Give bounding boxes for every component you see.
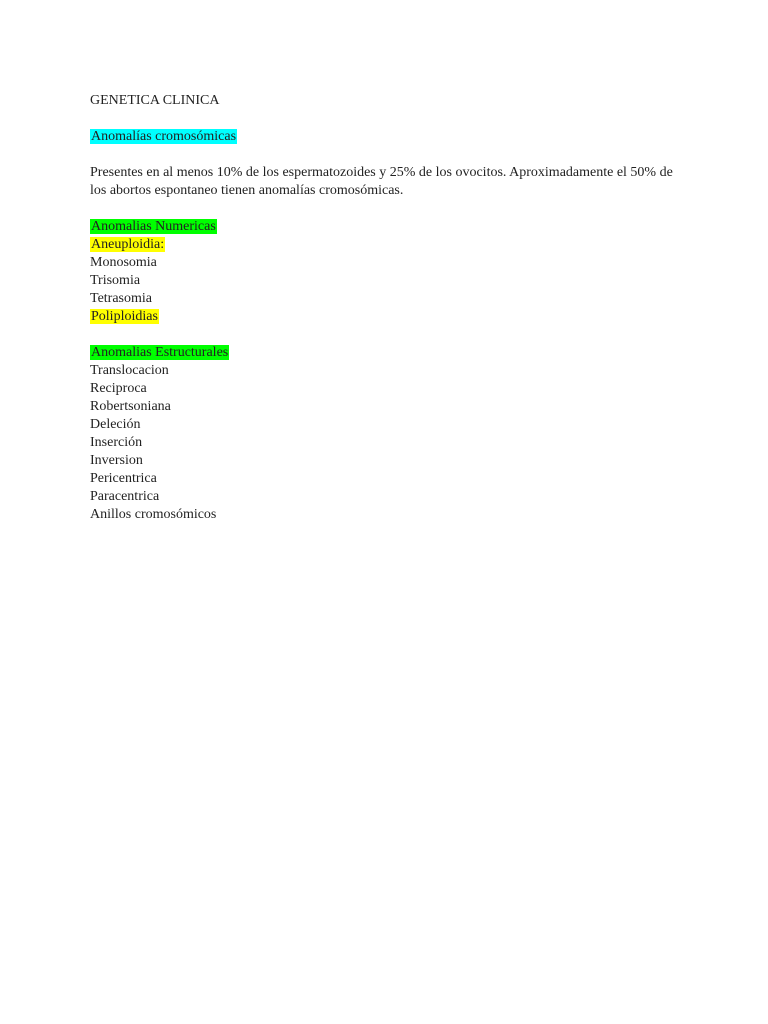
list-item: Pericentrica (90, 471, 157, 486)
aneuploidy-line (90, 236, 690, 254)
structural-anomalies-heading: Anomalias Estructurales (91, 345, 229, 360)
list-item: Trisomia (90, 273, 141, 288)
spacer (90, 110, 690, 128)
document-body (90, 92, 690, 524)
intro-paragraph: Presentes en al menos 10% de los espermatozoides y 25% de los ovocitos. Aproximadamente el 50% de los abortos espontaneo tienen anomalías cromosómicas. (90, 165, 673, 198)
numeric-anomalies-heading: Anomalias Numericas (91, 219, 216, 234)
polyploidy-label: Poliploidias (91, 309, 158, 324)
section-heading-line (90, 128, 690, 146)
list-item: Anillos cromosómicos (90, 507, 217, 522)
numeric-heading-line (90, 218, 690, 236)
structural-heading-line (90, 344, 690, 362)
section-heading: Anomalías cromosómicas (91, 129, 237, 144)
list-item: Translocacion (90, 363, 169, 378)
spacer (90, 326, 690, 344)
polyploidy-line (90, 308, 690, 326)
list-item: Deleción (90, 417, 141, 432)
list-item: Inversion (90, 453, 143, 468)
list-item: Inserción (90, 435, 143, 450)
spacer (90, 200, 690, 218)
list-item: Tetrasomia (90, 291, 152, 306)
spacer (90, 146, 690, 164)
list-item: Monosomia (90, 255, 157, 270)
aneuploidy-label: Aneuploidia: (91, 237, 165, 252)
document-title: GENETICA CLINICA (90, 93, 220, 108)
list-item: Reciproca (90, 381, 147, 396)
list-item: Robertsoniana (90, 399, 171, 414)
list-item: Paracentrica (90, 489, 160, 504)
